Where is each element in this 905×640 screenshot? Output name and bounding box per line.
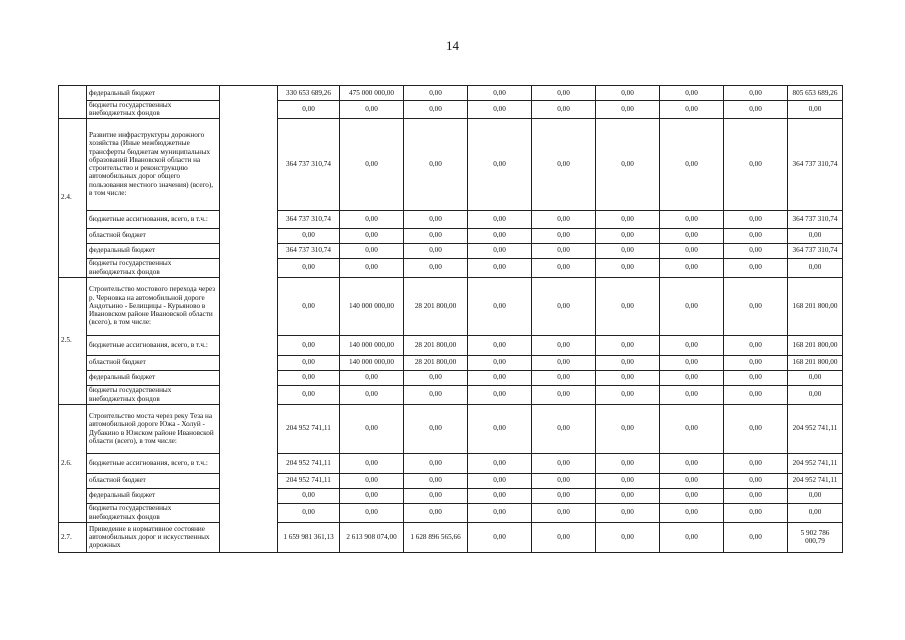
amount-cell: 0,00 — [596, 86, 660, 101]
amount-cell: 0,00 — [660, 355, 724, 370]
amount-cell: 0,00 — [340, 488, 404, 503]
amount-cell: 364 737 310,74 — [788, 243, 843, 258]
amount-cell: 0,00 — [404, 385, 468, 404]
row-label: областной бюджет — [87, 355, 220, 370]
amount-cell: 0,00 — [404, 86, 468, 101]
amount-cell: 0,00 — [596, 522, 660, 552]
amount-cell: 0,00 — [340, 370, 404, 385]
amount-cell: 0,00 — [404, 404, 468, 453]
amount-cell: 364 737 310,74 — [788, 210, 843, 228]
amount-cell: 0,00 — [532, 118, 596, 210]
amount-cell: 0,00 — [468, 228, 532, 243]
amount-cell: 0,00 — [724, 355, 788, 370]
amount-cell: 0,00 — [532, 243, 596, 258]
amount-cell: 0,00 — [468, 118, 532, 210]
amount-cell: 0,00 — [468, 258, 532, 277]
amount-cell: 0,00 — [724, 243, 788, 258]
amount-cell: 0,00 — [596, 355, 660, 370]
table-row — [59, 370, 843, 385]
amount-cell: 0,00 — [724, 488, 788, 503]
amount-cell: 0,00 — [468, 522, 532, 552]
amount-cell: 0,00 — [532, 385, 596, 404]
amount-cell: 0,00 — [404, 453, 468, 473]
amount-cell: 0,00 — [788, 258, 843, 277]
item-number: 2.4. — [59, 118, 87, 277]
amount-cell: 0,00 — [278, 228, 340, 243]
amount-cell: 0,00 — [596, 277, 660, 335]
amount-cell: 0,00 — [596, 503, 660, 522]
amount-cell: 0,00 — [596, 210, 660, 228]
amount-cell: 204 952 741,11 — [278, 404, 340, 453]
table-row — [59, 210, 843, 228]
table-row — [59, 118, 843, 210]
amount-cell: 0,00 — [468, 101, 532, 119]
amount-cell: 364 737 310,74 — [278, 243, 340, 258]
amount-cell: 0,00 — [660, 335, 724, 355]
amount-cell: 0,00 — [596, 473, 660, 488]
amount-cell: 0,00 — [468, 355, 532, 370]
table-row — [59, 503, 843, 522]
table-row — [59, 404, 843, 453]
amount-cell: 0,00 — [340, 503, 404, 522]
amount-cell: 364 737 310,74 — [278, 210, 340, 228]
amount-cell: 0,00 — [788, 385, 843, 404]
amount-cell: 0,00 — [596, 243, 660, 258]
amount-cell: 0,00 — [468, 404, 532, 453]
amount-cell: 204 952 741,11 — [788, 473, 843, 488]
amount-cell: 0,00 — [724, 503, 788, 522]
amount-cell: 0,00 — [724, 277, 788, 335]
amount-cell: 0,00 — [468, 488, 532, 503]
amount-cell: 0,00 — [532, 258, 596, 277]
amount-cell: 5 902 786 000,79 — [788, 522, 843, 552]
amount-cell: 0,00 — [596, 258, 660, 277]
row-label: бюджеты государственных внебюджетных фондов — [87, 385, 220, 404]
row-label: федеральный бюджет — [87, 86, 220, 101]
row-label: бюджеты государственных внебюджетных фондов — [87, 258, 220, 277]
amount-cell: 0,00 — [660, 210, 724, 228]
amount-cell: 0,00 — [660, 228, 724, 243]
row-label: федеральный бюджет — [87, 370, 220, 385]
row-label: бюджеты государственных внебюджетных фондов — [87, 503, 220, 522]
amount-cell: 0,00 — [340, 453, 404, 473]
amount-cell: 0,00 — [532, 210, 596, 228]
amount-cell: 0,00 — [532, 277, 596, 335]
amount-cell: 0,00 — [532, 355, 596, 370]
row-label: бюджетные ассигнования, всего, в т.ч.: — [87, 453, 220, 473]
amount-cell: 0,00 — [404, 243, 468, 258]
amount-cell: 0,00 — [596, 228, 660, 243]
amount-cell: 0,00 — [532, 370, 596, 385]
amount-cell: 0,00 — [724, 335, 788, 355]
amount-cell: 0,00 — [468, 277, 532, 335]
amount-cell: 0,00 — [596, 118, 660, 210]
amount-cell: 0,00 — [788, 101, 843, 119]
amount-cell: 0,00 — [724, 210, 788, 228]
table-row — [59, 258, 843, 277]
amount-cell: 330 653 689,26 — [278, 86, 340, 101]
amount-cell: 0,00 — [404, 370, 468, 385]
amount-cell: 0,00 — [660, 258, 724, 277]
item-number-cell — [59, 86, 87, 119]
row-label: бюджетные ассигнования, всего, в т.ч.: — [87, 210, 220, 228]
amount-cell: 0,00 — [404, 258, 468, 277]
amount-cell: 0,00 — [404, 101, 468, 119]
amount-cell: 0,00 — [340, 243, 404, 258]
amount-cell: 0,00 — [724, 370, 788, 385]
amount-cell: 475 000 000,00 — [340, 86, 404, 101]
amount-cell: 0,00 — [660, 453, 724, 473]
amount-cell: 204 952 741,11 — [788, 404, 843, 453]
amount-cell: 0,00 — [660, 488, 724, 503]
row-label: Приведение в нормативное состояние автомобильных дорог и искусственных дорожных — [87, 522, 220, 552]
amount-cell: 0,00 — [404, 228, 468, 243]
row-label: федеральный бюджет — [87, 488, 220, 503]
table-row — [59, 453, 843, 473]
amount-cell: 0,00 — [340, 101, 404, 119]
amount-cell: 0,00 — [724, 101, 788, 119]
table-row — [59, 277, 843, 335]
item-number: 2.6. — [59, 404, 87, 522]
amount-cell: 140 000 000,00 — [340, 335, 404, 355]
amount-cell: 204 952 741,11 — [278, 473, 340, 488]
amount-cell: 0,00 — [340, 473, 404, 488]
amount-cell: 0,00 — [340, 385, 404, 404]
amount-cell: 0,00 — [788, 228, 843, 243]
item-number: 2.5. — [59, 277, 87, 404]
amount-cell: 0,00 — [468, 210, 532, 228]
amount-cell: 0,00 — [404, 473, 468, 488]
amount-cell: 168 201 800,00 — [788, 277, 843, 335]
amount-cell: 1 659 981 361,13 — [278, 522, 340, 552]
amount-cell: 0,00 — [724, 118, 788, 210]
table-row — [59, 385, 843, 404]
row-label: бюджеты государственных внебюджетных фондов — [87, 101, 220, 119]
amount-cell: 168 201 800,00 — [788, 335, 843, 355]
item-number: 2.7. — [59, 522, 87, 552]
table-row — [59, 355, 843, 370]
amount-cell: 0,00 — [532, 503, 596, 522]
amount-cell: 0,00 — [532, 453, 596, 473]
amount-cell: 2 613 908 074,00 — [340, 522, 404, 552]
row-label: областной бюджет — [87, 228, 220, 243]
amount-cell: 0,00 — [596, 488, 660, 503]
table-row — [59, 101, 843, 119]
amount-cell: 0,00 — [278, 355, 340, 370]
amount-cell: 0,00 — [660, 243, 724, 258]
amount-cell: 0,00 — [278, 370, 340, 385]
amount-cell: 168 201 800,00 — [788, 355, 843, 370]
amount-cell: 0,00 — [532, 488, 596, 503]
amount-cell: 0,00 — [404, 488, 468, 503]
row-label: бюджетные ассигнования, всего, в т.ч.: — [87, 335, 220, 355]
table-row — [59, 228, 843, 243]
amount-cell: 0,00 — [278, 488, 340, 503]
amount-cell: 0,00 — [468, 385, 532, 404]
row-label: Строительство моста через реку Теза на автомобильной дороге Южа - Холуй - Дубакино в Южском районе Ивановской области (всего), в том числе: — [87, 404, 220, 453]
amount-cell: 0,00 — [788, 488, 843, 503]
amount-cell: 0,00 — [468, 86, 532, 101]
amount-cell: 0,00 — [660, 404, 724, 453]
amount-cell: 0,00 — [340, 118, 404, 210]
amount-cell: 0,00 — [660, 503, 724, 522]
table-row — [59, 473, 843, 488]
amount-cell: 28 201 800,00 — [404, 277, 468, 335]
amount-cell: 0,00 — [278, 503, 340, 522]
budget-table — [58, 85, 843, 553]
amount-cell: 0,00 — [468, 370, 532, 385]
amount-cell: 0,00 — [724, 86, 788, 101]
amount-cell: 0,00 — [596, 453, 660, 473]
amount-cell: 0,00 — [724, 404, 788, 453]
amount-cell: 0,00 — [724, 228, 788, 243]
amount-cell: 0,00 — [660, 473, 724, 488]
amount-cell: 0,00 — [596, 370, 660, 385]
amount-cell: 0,00 — [278, 385, 340, 404]
amount-cell: 28 201 800,00 — [404, 355, 468, 370]
amount-cell: 204 952 741,11 — [788, 453, 843, 473]
amount-cell: 140 000 000,00 — [340, 355, 404, 370]
table-row — [59, 488, 843, 503]
amount-cell: 1 628 896 565,66 — [404, 522, 468, 552]
row-label: федеральный бюджет — [87, 243, 220, 258]
amount-cell: 0,00 — [532, 404, 596, 453]
amount-cell: 0,00 — [532, 86, 596, 101]
amount-cell: 0,00 — [468, 473, 532, 488]
amount-cell: 0,00 — [596, 101, 660, 119]
amount-cell: 805 653 689,26 — [788, 86, 843, 101]
amount-cell: 0,00 — [468, 503, 532, 522]
amount-cell: 0,00 — [724, 522, 788, 552]
row-label: Строительство мостового перехода через р. Черновка на автомобильной дороге Андотьино - Белищицы - Курьяново в Ивановском районе Ивановской области (всего), в том числе: — [87, 277, 220, 335]
amount-cell: 0,00 — [532, 473, 596, 488]
amount-cell: 0,00 — [532, 522, 596, 552]
amount-cell: 0,00 — [278, 277, 340, 335]
amount-cell: 140 000 000,00 — [340, 277, 404, 335]
amount-cell: 0,00 — [532, 228, 596, 243]
amount-cell: 0,00 — [660, 277, 724, 335]
amount-cell: 0,00 — [532, 335, 596, 355]
amount-cell: 0,00 — [660, 385, 724, 404]
amount-cell: 0,00 — [596, 335, 660, 355]
amount-cell: 0,00 — [596, 404, 660, 453]
amount-cell: 0,00 — [278, 335, 340, 355]
amount-cell: 0,00 — [788, 370, 843, 385]
amount-cell: 0,00 — [660, 86, 724, 101]
table-row — [59, 86, 843, 101]
amount-cell: 0,00 — [404, 503, 468, 522]
amount-cell: 0,00 — [724, 473, 788, 488]
amount-cell: 0,00 — [724, 258, 788, 277]
amount-cell: 364 737 310,74 — [278, 118, 340, 210]
amount-cell: 0,00 — [660, 370, 724, 385]
amount-cell: 0,00 — [404, 118, 468, 210]
amount-cell: 0,00 — [340, 228, 404, 243]
amount-cell: 0,00 — [724, 453, 788, 473]
amount-cell: 0,00 — [468, 453, 532, 473]
row-label: Развитие инфраструктуры дорожного хозяйства (Иные межбюджетные трансферты бюджетам муниципальных образований Ивановской области на строительство и реконструкцию автомобильных дорог общего пользования местного значения) (всего), в том числе: — [87, 118, 220, 210]
table-row — [59, 243, 843, 258]
amount-cell: 0,00 — [660, 101, 724, 119]
amount-cell: 0,00 — [596, 385, 660, 404]
amount-cell: 0,00 — [660, 118, 724, 210]
amount-cell: 0,00 — [660, 522, 724, 552]
amount-cell: 204 952 741,11 — [278, 453, 340, 473]
amount-cell: 364 737 310,74 — [788, 118, 843, 210]
table-row — [59, 335, 843, 355]
table-row — [59, 522, 843, 552]
amount-cell: 0,00 — [340, 258, 404, 277]
amount-cell: 0,00 — [468, 335, 532, 355]
row-label: областной бюджет — [87, 473, 220, 488]
amount-cell: 0,00 — [468, 243, 532, 258]
amount-cell: 0,00 — [340, 210, 404, 228]
amount-cell: 0,00 — [340, 404, 404, 453]
amount-cell: 0,00 — [788, 503, 843, 522]
amount-cell: 0,00 — [532, 101, 596, 119]
amount-cell: 0,00 — [724, 385, 788, 404]
page-number: 14 — [446, 38, 459, 53]
amount-cell: 0,00 — [278, 101, 340, 119]
empty-cell — [220, 86, 278, 553]
amount-cell: 0,00 — [278, 258, 340, 277]
amount-cell: 0,00 — [404, 210, 468, 228]
amount-cell: 28 201 800,00 — [404, 335, 468, 355]
